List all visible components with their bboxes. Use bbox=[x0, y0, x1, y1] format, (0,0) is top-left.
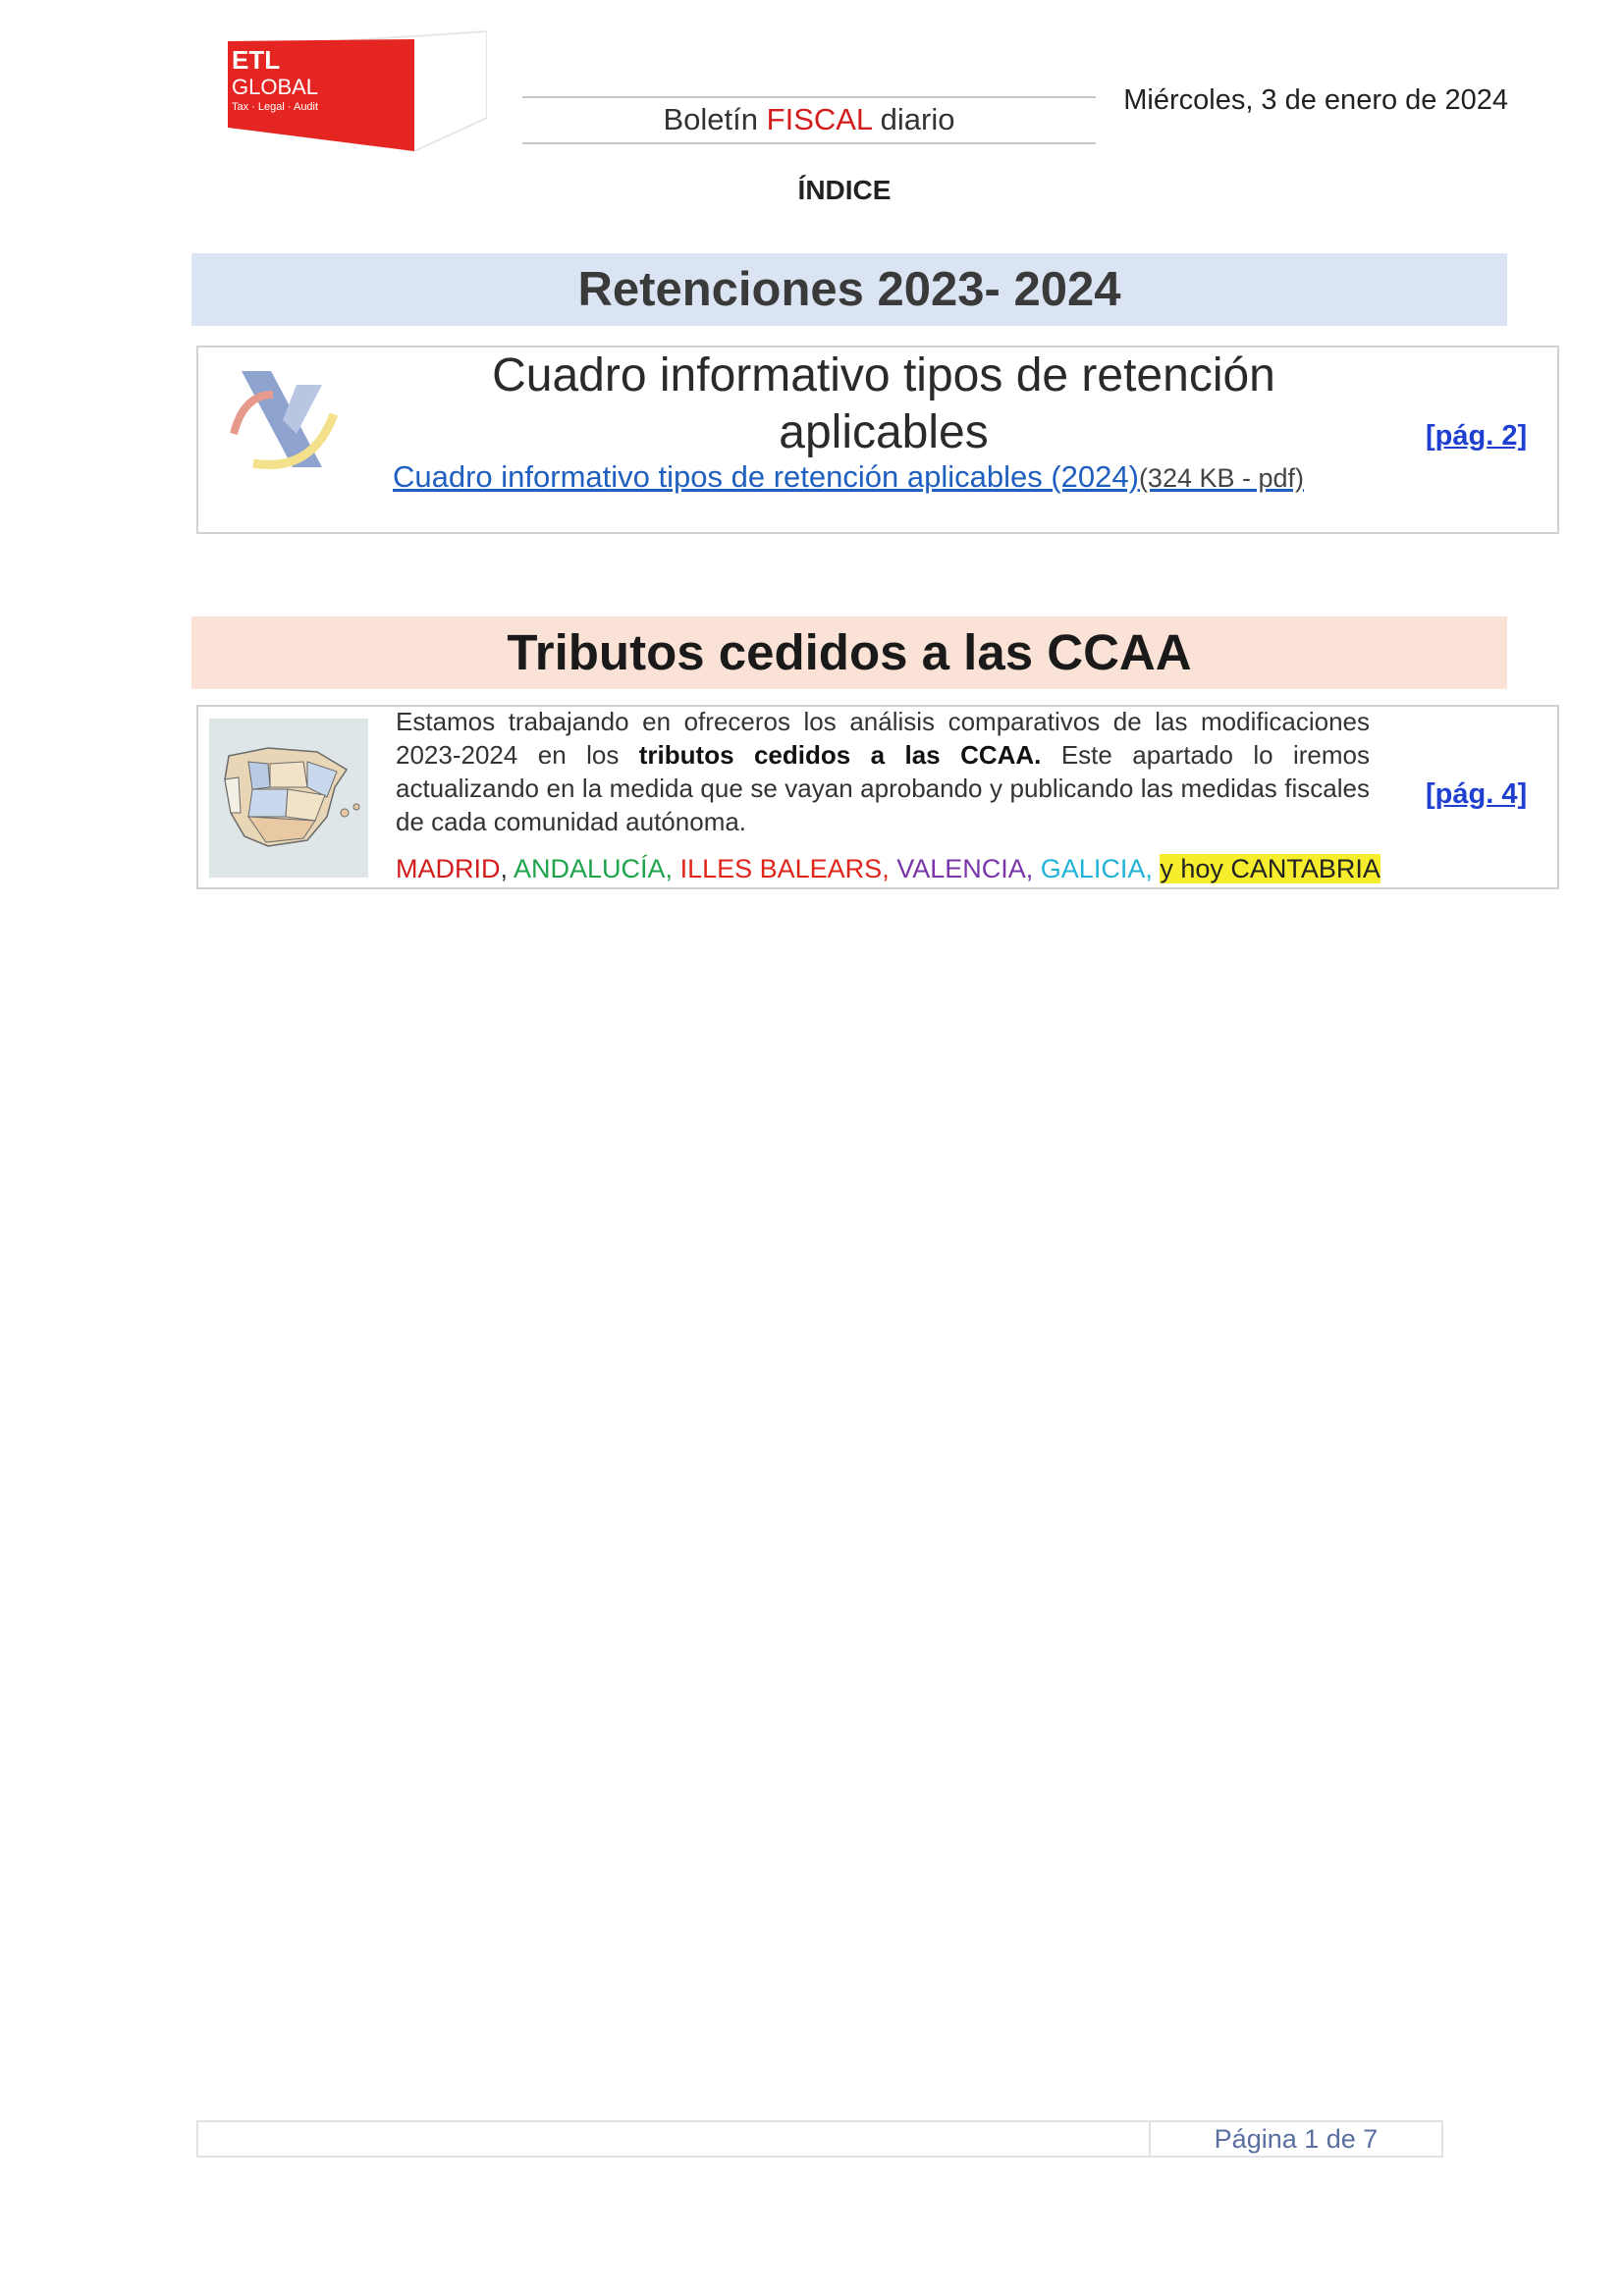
footer-divider bbox=[1149, 2120, 1151, 2158]
region-valencia: VALENCIA, bbox=[896, 854, 1034, 883]
spain-map-icon bbox=[209, 719, 368, 878]
page-number: Página 1 de 7 bbox=[1214, 2124, 1379, 2154]
bulletin-date: Miércoles, 3 de enero de 2024 bbox=[1123, 84, 1508, 116]
svg-text:ETL: ETL bbox=[232, 45, 281, 75]
page-ref-link-2[interactable]: [pág. 2] bbox=[1426, 420, 1528, 452]
section-heading-retenciones: Retenciones 2023- 2024 bbox=[191, 253, 1507, 326]
bulletin-title bbox=[522, 98, 1096, 141]
agencia-tributaria-logo-icon bbox=[224, 365, 342, 473]
svg-text:Tax · Legal · Audit: Tax · Legal · Audit bbox=[232, 101, 319, 113]
retenciones-entry-title: Cuadro informativo tipos de retención aplicables bbox=[492, 349, 1275, 458]
etl-global-logo bbox=[228, 29, 487, 151]
region-separator: , bbox=[500, 854, 514, 883]
tributos-description bbox=[396, 705, 1370, 838]
svg-text:GLOBAL: GLOBAL bbox=[232, 75, 319, 99]
header-bottom-rule bbox=[522, 142, 1096, 144]
bulletin-title-suffix: diario bbox=[880, 102, 955, 136]
retenciones-file-info: (324 KB - pdf) bbox=[1138, 463, 1305, 493]
tributos-text-bold: tributos cedidos a las CCAA. bbox=[638, 740, 1042, 770]
index-title: ÍNDICE bbox=[797, 175, 892, 205]
region-andalucia: ANDALUCÍA, bbox=[514, 854, 674, 883]
region-cantabria: y hoy CANTABRIA bbox=[1160, 854, 1380, 883]
retenciones-pdf-link[interactable] bbox=[393, 459, 1304, 495]
tributos-text-after: Este apartado lo iremos actualizando en la medida que se vayan aprobando y publicando las medidas fiscales de cada comunidad autónoma. bbox=[396, 740, 1371, 836]
page-ref-link-4[interactable]: [pág. 4] bbox=[1426, 778, 1528, 810]
region-baleares: ILLES BALEARS, bbox=[679, 854, 890, 883]
retenciones-pdf-link-text[interactable]: Cuadro informativo tipos de retención aplicables (2024) bbox=[393, 459, 1139, 494]
section-heading-tributos: Tributos cedidos a las CCAA bbox=[191, 616, 1507, 689]
region-madrid: MADRID bbox=[396, 854, 501, 883]
tributos-text-before: Estamos trabajando en ofreceros los análisis comparativos de las modificaciones 2023-2024 en los bbox=[396, 707, 1370, 770]
regions-list bbox=[396, 854, 1380, 884]
bulletin-title-fiscal: FISCAL bbox=[766, 102, 873, 136]
bulletin-title-prefix: Boletín bbox=[663, 102, 759, 136]
region-galicia: GALICIA, bbox=[1040, 854, 1153, 883]
